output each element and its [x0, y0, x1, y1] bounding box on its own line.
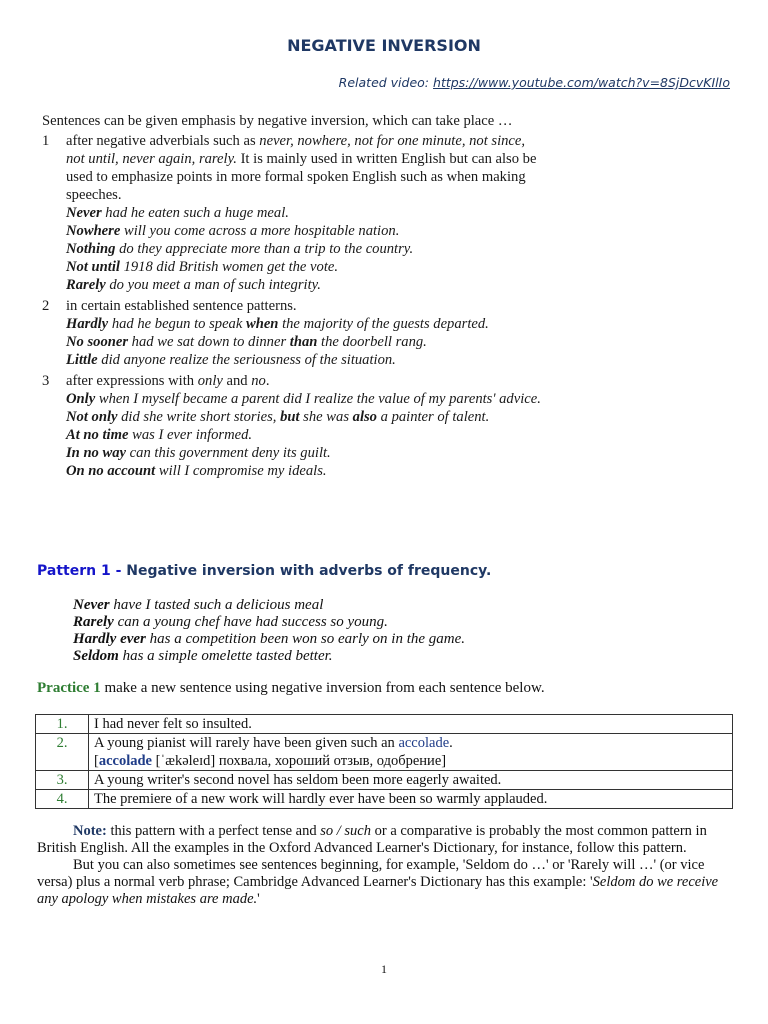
- page-title: NEGATIVE INVERSION: [287, 36, 481, 55]
- item-keyword: no: [251, 373, 266, 389]
- item-number: 3: [42, 373, 50, 389]
- sentence-rest: had he begun to speak: [108, 316, 246, 332]
- note-emphasis: Seldom do we receive any apology when mistakes are made.: [37, 874, 719, 907]
- example-sentence: [66, 390, 542, 408]
- row-sentence: I had never felt so insulted.: [89, 715, 733, 734]
- inversion-word: Only: [66, 391, 96, 407]
- inversion-word: Rarely: [66, 277, 106, 293]
- row-sentence: The premiere of a new work will hardly ever have been so warmly applauded.: [89, 790, 733, 809]
- scanned-excerpt: [42, 112, 542, 480]
- row-sentence: A young writer's second novel has seldom been more eagerly awaited.: [89, 771, 733, 790]
- pattern-1-heading: [37, 563, 491, 579]
- inversion-word: Not only: [66, 409, 118, 425]
- pattern-1-separator: -: [110, 563, 127, 579]
- inversion-word: At no time: [66, 427, 129, 443]
- note-text: this pattern with a perfect tense and: [106, 823, 321, 839]
- item-text-part: after negative adverbials such as: [66, 133, 260, 149]
- example-sentence: [66, 462, 542, 480]
- example-sentence: [66, 408, 542, 426]
- item-text: [66, 132, 542, 204]
- intro-text: Sentences can be given emphasis by negative inversion, which can take place …: [42, 113, 513, 129]
- page-number: 1: [381, 962, 387, 976]
- item-text: in certain established sentence patterns.: [66, 298, 297, 314]
- gloss-word: accolade: [98, 753, 152, 769]
- list-item-2: [42, 297, 542, 315]
- example-sentence: [66, 258, 542, 276]
- inversion-word: In no way: [66, 445, 127, 461]
- item-text-part: after expressions with: [66, 373, 198, 389]
- row-sentence: A young pianist will rarely have been given such an accolade. [accolade [ˈækəleɪd] похвала, хороший отзыв, одобрение]: [89, 734, 733, 771]
- example-sentence: [66, 240, 542, 258]
- item-keyword: only: [197, 373, 223, 389]
- sentence-rest: can a young chef have had success so young.: [113, 614, 388, 630]
- example-sentence: [73, 631, 465, 648]
- item-number: 2: [42, 298, 50, 314]
- sentence-rest: did she write short stories,: [117, 409, 281, 425]
- list-item-1: [42, 132, 542, 204]
- example-sentence: [66, 276, 542, 294]
- example-sentence: [66, 222, 542, 240]
- item-text: [66, 372, 542, 390]
- inversion-word: Seldom: [73, 648, 119, 664]
- pattern-word: than: [289, 334, 318, 350]
- pattern-word: also: [352, 409, 377, 425]
- practice-1-instruction: make a new sentence using negative inversion from each sentence below.: [100, 680, 545, 696]
- inversion-word: Nowhere: [66, 223, 121, 239]
- vocabulary-word: accolade: [398, 735, 450, 751]
- example-sentence: [66, 204, 542, 222]
- pattern-1-examples: [73, 597, 465, 665]
- row-number: 3.: [36, 771, 89, 790]
- sentence-text: A young pianist will rarely have been given such an: [94, 735, 399, 751]
- pattern-word: but: [280, 409, 300, 425]
- sentence-rest: she was: [299, 409, 353, 425]
- pattern-1-label: Pattern 1: [37, 563, 111, 579]
- inversion-word: Hardly ever: [73, 631, 146, 647]
- sentence-rest: when I myself became a parent did I realize the value of my parents' advice.: [95, 391, 541, 407]
- example-sentence: [66, 351, 542, 369]
- note-text: ': [257, 891, 260, 907]
- inversion-word: No sooner: [66, 334, 129, 350]
- related-video: [339, 75, 730, 90]
- inversion-word: On no account: [66, 463, 156, 479]
- example-sentence: [73, 597, 465, 614]
- pattern-1-title: Negative inversion with adverbs of frequency.: [126, 563, 492, 579]
- related-video-label: Related video:: [338, 75, 430, 90]
- inversion-word: Not until: [66, 259, 120, 275]
- list-item-3: [42, 372, 542, 390]
- sentence-rest: will you come across a more hospitable nation.: [120, 223, 400, 239]
- note-paragraph-1: [37, 823, 737, 857]
- gloss-translation: [ˈækəleɪd] похвала, хороший отзыв, одобрение]: [152, 753, 447, 769]
- example-sentence: [66, 333, 542, 351]
- item-number: 1: [42, 133, 50, 149]
- item-text-part: It is mainly used in written English but can also be used to emphasize points in more formal spoken English such as when making speeches.: [66, 151, 537, 203]
- sentence-rest: had he eaten such a huge meal.: [101, 205, 289, 221]
- table-row: [36, 771, 733, 790]
- practice-1-label: Practice 1: [37, 680, 101, 696]
- sentence-rest: the majority of the guests departed.: [278, 316, 489, 332]
- inversion-word: Hardly: [66, 316, 109, 332]
- item-text-part: .: [265, 373, 270, 389]
- table-row: [36, 734, 733, 771]
- inversion-word: Nothing: [66, 241, 116, 257]
- row-number: 1.: [36, 715, 89, 734]
- sentence-rest: have I tasted such a delicious meal: [109, 597, 324, 613]
- sentence-rest: a painter of talent.: [376, 409, 490, 425]
- note-section: [37, 823, 737, 908]
- sentence-rest: had we sat down to dinner: [128, 334, 290, 350]
- row-number: 4.: [36, 790, 89, 809]
- sentence-rest: has a simple omelette tasted better.: [118, 648, 333, 664]
- sentence-rest: do you meet a man of such integrity.: [105, 277, 321, 293]
- sentence-rest: 1918 did British women get the vote.: [119, 259, 339, 275]
- practice-table: [35, 714, 733, 809]
- example-sentence: [66, 426, 542, 444]
- sentence-rest: can this government deny its guilt.: [126, 445, 331, 461]
- inversion-word: Little: [66, 352, 98, 368]
- sentence-rest: did anyone realize the seriousness of the situation.: [97, 352, 396, 368]
- sentence-text: .: [449, 735, 453, 751]
- item-text-part: and: [222, 373, 252, 389]
- note-text: But you can also sometimes see sentences beginning, for example, 'Seldom do …' or 'Rarely will …' (or vice versa) plus a normal verb phrase; Cambridge Advanced Learner's Dictionary has this example: ': [37, 857, 705, 890]
- note-label: Note:: [73, 823, 107, 839]
- row-number: 2.: [36, 734, 89, 771]
- example-sentence: [73, 614, 465, 631]
- note-text: or a comparative is probably the most common pattern in British English. All the examples in the Oxford Advanced Learner's Dictionary, for instance, follow this pattern.: [37, 823, 707, 856]
- sentence-rest: has a competition been won so early on in the game.: [145, 631, 466, 647]
- adverbials-list: never, nowhere, not for one minute, not since, not until, never again, rarely.: [66, 133, 526, 167]
- inversion-word: Never: [66, 205, 102, 221]
- sentence-rest: the doorbell rang.: [317, 334, 427, 350]
- inversion-word: Never: [73, 597, 110, 613]
- sentence-rest: do they appreciate more than a trip to the country.: [115, 241, 414, 257]
- note-emphasis: so / such: [320, 823, 371, 839]
- example-sentence: [73, 648, 465, 665]
- sentence-rest: will I compromise my ideals.: [155, 463, 327, 479]
- inversion-word: Rarely: [73, 614, 114, 630]
- practice-1-heading: [37, 680, 545, 697]
- table-row: [36, 790, 733, 809]
- note-paragraph-2: [37, 857, 737, 908]
- table-row: [36, 715, 733, 734]
- example-sentence: [66, 315, 542, 333]
- example-sentence: [66, 444, 542, 462]
- related-video-link[interactable]: https://www.youtube.com/watch?v=8SjDcvKIlIo: [433, 75, 730, 90]
- sentence-rest: was I ever informed.: [128, 427, 253, 443]
- pattern-word: when: [245, 316, 279, 332]
